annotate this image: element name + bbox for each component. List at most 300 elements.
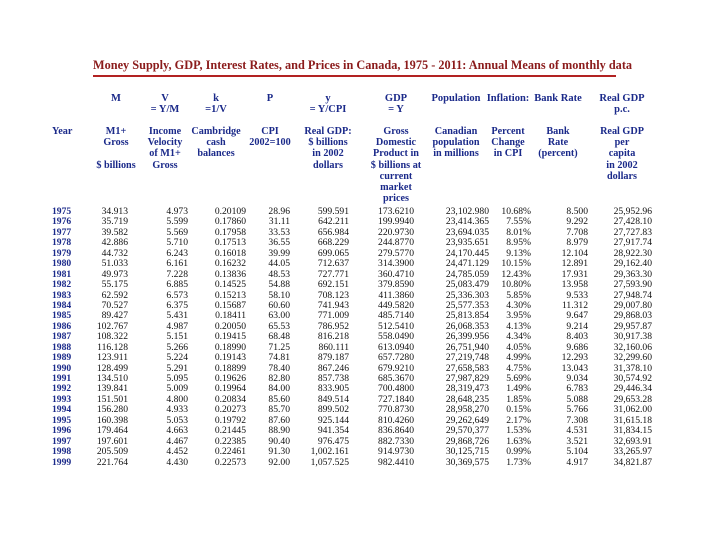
year-cell: 1994	[52, 404, 72, 416]
value-cell: 0.16018	[214, 247, 246, 259]
value-cell: 0.17860	[214, 216, 246, 228]
value-cell: 36.55	[268, 237, 290, 249]
value-cell: 31,615.18	[613, 414, 652, 426]
table-row	[0, 353, 720, 363]
value-cell: 70.527	[101, 299, 128, 311]
value-cell: 134.510	[96, 373, 128, 384]
value-cell: 411.3860	[378, 289, 414, 301]
value-cell: 4.987	[166, 320, 188, 332]
value-cell: 84.00	[268, 383, 290, 395]
value-cell: 7.308	[566, 414, 588, 426]
value-cell: 29,446.34	[613, 383, 652, 395]
value-cell: 0.17958	[214, 226, 246, 238]
value-cell: 27,658,583	[445, 362, 489, 374]
value-cell: 712.637	[317, 258, 349, 270]
value-cell: 9.647	[566, 310, 588, 322]
value-cell: 11.312	[561, 299, 588, 311]
value-cell: 23,102.980	[445, 206, 489, 217]
value-cell: 0.18990	[214, 341, 246, 353]
value-cell: 68.48	[268, 331, 290, 343]
value-cell: 1,002.161	[310, 446, 349, 458]
value-cell: 6.375	[166, 299, 188, 311]
year-cell: 1975	[52, 206, 72, 217]
value-cell: 4.800	[166, 393, 188, 405]
value-cell: 4.663	[166, 425, 188, 437]
value-cell: 786.952	[317, 320, 349, 332]
header-description: Real GDP: $ billions in 2002 dollars	[304, 126, 352, 171]
value-cell: 5.599	[166, 216, 188, 228]
value-cell: 0.18899	[214, 362, 246, 374]
header-description: Canadian population in millions	[432, 126, 480, 160]
year-cell: 1991	[52, 373, 72, 384]
value-cell: 0.20273	[214, 404, 246, 416]
value-cell: 24,471.129	[445, 258, 489, 270]
value-cell: 58.10	[268, 289, 290, 301]
value-cell: 5.766	[566, 404, 588, 416]
value-cell: 23,414.365	[445, 216, 489, 228]
value-cell: 29,868.03	[613, 310, 652, 322]
value-cell: 0.19964	[214, 383, 246, 395]
value-cell: 26,068.353	[445, 320, 489, 332]
value-cell: 770.8730	[378, 404, 414, 416]
value-cell: 139.841	[96, 383, 128, 395]
value-cell: 699.065	[317, 247, 349, 259]
value-cell: 771.009	[317, 310, 349, 322]
value-cell: 849.514	[317, 393, 349, 405]
value-cell: 512.5410	[378, 320, 414, 332]
header-description: CPI 2002=100	[249, 126, 291, 149]
value-cell: 1,057.525	[310, 456, 349, 468]
year-cell: 1979	[52, 247, 72, 259]
value-cell: 9.292	[566, 216, 588, 228]
value-cell: 54.88	[268, 279, 290, 291]
value-cell: 7.708	[566, 226, 588, 238]
value-cell: 85.70	[268, 404, 290, 416]
year-cell: 1986	[52, 320, 72, 332]
value-cell: 12.43%	[501, 268, 531, 280]
value-cell: 8.01%	[506, 226, 531, 238]
value-cell: 449.5820	[378, 299, 414, 311]
value-cell: 29,162.40	[613, 258, 652, 270]
year-cell: 1992	[52, 383, 72, 395]
header-symbol: M	[111, 93, 121, 104]
value-cell: 32,693.91	[613, 435, 652, 447]
header-symbol: k =1/V	[205, 93, 227, 115]
value-cell: 8.95%	[506, 237, 531, 249]
value-cell: 82.80	[268, 373, 290, 384]
value-cell: 244.8770	[378, 237, 414, 249]
value-cell: 6.161	[166, 258, 188, 270]
year-cell: 1985	[52, 310, 72, 322]
value-cell: 1.85%	[506, 393, 531, 405]
value-cell: 657.7280	[378, 352, 414, 364]
value-cell: 29,262,649	[445, 414, 489, 426]
value-cell: 9.13%	[506, 247, 531, 259]
value-cell: 34,821.87	[613, 456, 652, 468]
header-symbol: GDP = Y	[384, 93, 408, 115]
value-cell: 0.15213	[214, 289, 246, 301]
value-cell: 10.15%	[501, 258, 531, 270]
value-cell: 279.5770	[378, 247, 414, 259]
value-cell: 1.49%	[506, 383, 531, 395]
value-cell: 976.475	[317, 435, 349, 447]
value-cell: 205.509	[96, 446, 128, 458]
value-cell: 28.96	[268, 206, 290, 217]
value-cell: 32,160.06	[613, 341, 652, 353]
value-cell: 179.464	[96, 425, 128, 437]
value-cell: 42.886	[101, 237, 128, 249]
value-cell: 4.05%	[506, 341, 531, 353]
value-cell: 741.943	[317, 299, 349, 311]
value-cell: 221.764	[96, 456, 128, 468]
value-cell: 685.3670	[378, 373, 414, 384]
value-cell: 27,219,748	[445, 352, 489, 364]
value-cell: 28,958,270	[445, 404, 489, 416]
header-description: Gross Domestic Product in $ billions at current market prices	[370, 126, 422, 205]
value-cell: 48.53	[268, 268, 290, 280]
value-cell: 0.20834	[214, 393, 246, 405]
value-cell: 679.9210	[378, 362, 414, 374]
value-cell: 7.55%	[506, 216, 531, 228]
year-cell: 1977	[52, 226, 72, 238]
value-cell: 9.533	[566, 289, 588, 301]
value-cell: 857.738	[317, 373, 349, 384]
value-cell: 642.211	[318, 216, 349, 228]
value-cell: 0.22461	[214, 446, 246, 458]
value-cell: 5.710	[166, 237, 188, 249]
value-cell: 1.53%	[506, 425, 531, 437]
value-cell: 0.17513	[214, 237, 246, 249]
value-cell: 1.63%	[506, 435, 531, 447]
value-cell: 360.4710	[378, 268, 414, 280]
header-description: Cambridge cash balances	[191, 126, 241, 160]
value-cell: 700.4800	[378, 383, 414, 395]
value-cell: 5.053	[166, 414, 188, 426]
value-cell: 29,570,377	[445, 425, 489, 437]
year-cell: 1997	[52, 435, 72, 447]
value-cell: 13.043	[561, 362, 588, 374]
value-cell: 941.354	[317, 425, 349, 437]
year-cell: 1993	[52, 393, 72, 405]
value-cell: 26,399.956	[445, 331, 489, 343]
value-cell: 4.30%	[506, 299, 531, 311]
value-cell: 39.582	[101, 226, 128, 238]
value-cell: 197.601	[96, 435, 128, 447]
value-cell: 31.11	[268, 216, 290, 228]
value-cell: 27,428.10	[613, 216, 652, 228]
value-cell: 3.521	[566, 435, 588, 447]
header-symbol: Population	[431, 93, 481, 104]
value-cell: 0.20109	[214, 206, 246, 217]
value-cell: 4.99%	[506, 352, 531, 364]
value-cell: 13.958	[561, 279, 588, 291]
value-cell: 44.05	[268, 258, 290, 270]
value-cell: 4.452	[166, 446, 188, 458]
header-symbol: Inflation:	[486, 93, 530, 104]
value-cell: 30,369,575	[445, 456, 489, 468]
value-cell: 87.60	[268, 414, 290, 426]
value-cell: 12.104	[561, 247, 588, 259]
value-cell: 29,653.28	[613, 393, 652, 405]
value-cell: 860.111	[318, 341, 349, 353]
year-cell: 1999	[52, 456, 72, 468]
value-cell: 9.686	[566, 341, 588, 353]
value-cell: 810.4260	[378, 414, 414, 426]
value-cell: 199.9940	[378, 216, 414, 228]
value-cell: 727.1840	[378, 393, 414, 405]
value-cell: 5.088	[566, 393, 588, 405]
value-cell: 5.569	[166, 226, 188, 238]
value-cell: 151.501	[96, 393, 128, 405]
value-cell: 613.0940	[378, 341, 414, 353]
value-cell: 51.033	[101, 258, 128, 270]
value-cell: 6.243	[166, 247, 188, 259]
value-cell: 8.500	[566, 206, 588, 217]
value-cell: 33.53	[268, 226, 290, 238]
value-cell: 60.60	[268, 299, 290, 311]
year-cell: 1981	[52, 268, 72, 280]
year-cell: 1983	[52, 289, 72, 301]
value-cell: 91.30	[268, 446, 290, 458]
value-cell: 4.933	[166, 404, 188, 416]
value-cell: 128.499	[96, 362, 128, 374]
table-title: Money Supply, GDP, Interest Rates, and Prices in Canada, 1975 - 2011: Annual Means of monthly data	[93, 58, 633, 72]
value-cell: 6.783	[566, 383, 588, 395]
value-cell: 5.431	[166, 310, 188, 322]
value-cell: 116.128	[97, 341, 128, 353]
value-cell: 558.0490	[378, 331, 414, 343]
header-symbol: y = Y/CPI	[309, 93, 347, 115]
value-cell: 4.973	[166, 206, 188, 217]
value-cell: 8.979	[566, 237, 588, 249]
value-cell: 0.21445	[214, 425, 246, 437]
value-cell: 6.573	[166, 289, 188, 301]
header-symbol: Real GDP p.c.	[599, 93, 645, 115]
value-cell: 39.99	[268, 247, 290, 259]
value-cell: 833.905	[317, 383, 349, 395]
value-cell: 29,363.30	[613, 268, 652, 280]
value-cell: 836.8640	[378, 425, 414, 437]
value-cell: 9.214	[566, 320, 588, 332]
value-cell: 35.719	[101, 216, 128, 228]
value-cell: 4.75%	[506, 362, 531, 374]
value-cell: 44.732	[101, 247, 128, 259]
value-cell: 879.187	[317, 352, 349, 364]
value-cell: 3.95%	[506, 310, 531, 322]
value-cell: 27,917.74	[613, 237, 652, 249]
value-cell: 982.4410	[378, 456, 414, 468]
value-cell: 10.68%	[501, 206, 531, 217]
value-cell: 26,751,940	[445, 341, 489, 353]
value-cell: 24,170.445	[445, 247, 489, 259]
value-cell: 27,593.90	[613, 279, 652, 291]
title-underline	[93, 75, 616, 77]
year-cell: 1987	[52, 331, 72, 343]
value-cell: 0.19415	[214, 331, 246, 343]
value-cell: 379.8590	[378, 279, 414, 291]
value-cell: 0.16232	[214, 258, 246, 270]
header-symbol: P	[266, 93, 274, 104]
value-cell: 92.00	[268, 456, 290, 468]
value-cell: 4.531	[566, 425, 588, 437]
value-cell: 25,813.854	[445, 310, 489, 322]
value-cell: 5.266	[166, 341, 188, 353]
value-cell: 12.293	[561, 352, 588, 364]
value-cell: 27,948.74	[613, 289, 652, 301]
header-description: Percent Change in CPI	[491, 126, 525, 160]
year-cell: 1978	[52, 237, 72, 249]
value-cell: 24,785.059	[445, 268, 489, 280]
value-cell: 708.123	[317, 289, 349, 301]
year-cell: 1989	[52, 352, 72, 364]
year-cell: 1982	[52, 279, 72, 291]
value-cell: 33,265.97	[613, 446, 652, 458]
value-cell: 668.229	[317, 237, 349, 249]
header-description: Real GDP per capita in 2002 dollars	[600, 126, 644, 182]
value-cell: 0.19792	[214, 414, 246, 426]
value-cell: 27,727.83	[613, 226, 652, 238]
value-cell: 4.13%	[506, 320, 531, 332]
table-row	[0, 447, 720, 457]
value-cell: 30,125,715	[445, 446, 489, 458]
year-cell: 1998	[52, 446, 72, 458]
value-cell: 29,957.87	[613, 320, 652, 332]
year-cell: 1990	[52, 362, 72, 374]
value-cell: 816.218	[317, 331, 349, 343]
value-cell: 10.80%	[501, 279, 531, 291]
value-cell: 692.151	[317, 279, 349, 291]
value-cell: 4.917	[566, 456, 588, 468]
value-cell: 0.22385	[214, 435, 246, 447]
value-cell: 656.984	[317, 226, 349, 238]
value-cell: 925.144	[317, 414, 349, 426]
value-cell: 4.467	[166, 435, 188, 447]
value-cell: 882.7330	[378, 435, 414, 447]
value-cell: 914.9730	[378, 446, 414, 458]
value-cell: 867.246	[317, 362, 349, 374]
value-cell: 0.22573	[214, 456, 246, 468]
value-cell: 0.99%	[506, 446, 531, 458]
data-table-body	[0, 207, 720, 468]
value-cell: 108.322	[96, 331, 128, 343]
value-cell: 2.17%	[506, 414, 531, 426]
year-cell: 1984	[52, 299, 72, 311]
value-cell: 78.40	[268, 362, 290, 374]
value-cell: 7.228	[166, 268, 188, 280]
value-cell: 0.15687	[214, 299, 246, 311]
table-row	[0, 458, 720, 468]
value-cell: 31,378.10	[613, 362, 652, 374]
value-cell: 71.25	[268, 341, 290, 353]
year-cell: 1995	[52, 414, 72, 426]
value-cell: 90.40	[268, 435, 290, 447]
table-row	[0, 280, 720, 290]
value-cell: 5.095	[166, 373, 188, 384]
value-cell: 25,952.96	[613, 206, 652, 217]
year-cell: 1976	[52, 216, 72, 228]
value-cell: 0.19143	[214, 352, 246, 364]
value-cell: 27,987,829	[445, 373, 489, 384]
value-cell: 85.60	[268, 393, 290, 405]
value-cell: 727.771	[317, 268, 349, 280]
value-cell: 314.3900	[378, 258, 414, 270]
value-cell: 31,834.15	[613, 425, 652, 437]
value-cell: 28,648,235	[445, 393, 489, 405]
header-description: M1+ Gross $ billions	[96, 126, 136, 171]
value-cell: 6.885	[166, 279, 188, 291]
value-cell: 0.19626	[214, 373, 246, 384]
header-description: Bank Rate (percent)	[538, 126, 578, 160]
value-cell: 0.14525	[214, 279, 246, 291]
value-cell: 0.13836	[214, 268, 246, 280]
value-cell: 5.291	[166, 362, 188, 374]
value-cell: 28,922.30	[613, 247, 652, 259]
value-cell: 5.69%	[506, 373, 531, 384]
year-cell: 1988	[52, 341, 72, 353]
value-cell: 8.403	[566, 331, 588, 343]
value-cell: 34.913	[101, 206, 128, 217]
value-cell: 23,935.651	[445, 237, 489, 249]
value-cell: 5.151	[166, 331, 188, 343]
value-cell: 160.398	[96, 414, 128, 426]
value-cell: 4.34%	[506, 331, 531, 343]
value-cell: 0.18411	[215, 310, 246, 322]
value-cell: 55.175	[101, 279, 128, 291]
year-cell: 1996	[52, 425, 72, 437]
value-cell: 485.7140	[378, 310, 414, 322]
value-cell: 156.280	[96, 404, 128, 416]
value-cell: 89.427	[101, 310, 128, 322]
year-column-header: Year	[52, 126, 73, 137]
value-cell: 899.502	[317, 404, 349, 416]
value-cell: 173.6210	[378, 206, 414, 217]
value-cell: 4.430	[166, 456, 188, 468]
year-cell: 1980	[52, 258, 72, 270]
value-cell: 17.931	[561, 268, 588, 280]
value-cell: 32,299.60	[613, 352, 652, 364]
value-cell: 12.891	[561, 258, 588, 270]
value-cell: 5.104	[566, 446, 588, 458]
value-cell: 25,577.353	[445, 299, 489, 311]
value-cell: 25,083.479	[445, 279, 489, 291]
value-cell: 123.911	[97, 352, 128, 364]
value-cell: 62.592	[101, 289, 128, 301]
value-cell: 31,062.00	[613, 404, 652, 416]
value-cell: 5.85%	[506, 289, 531, 301]
value-cell: 5.224	[166, 352, 188, 364]
value-cell: 28,319,473	[445, 383, 489, 395]
value-cell: 88.90	[268, 425, 290, 437]
value-cell: 1.73%	[506, 456, 531, 468]
value-cell: 29,007.80	[613, 299, 652, 311]
value-cell: 30,574.92	[613, 373, 652, 384]
value-cell: 599.591	[317, 206, 349, 217]
value-cell: 29,868,726	[445, 435, 489, 447]
header-description: Income Velocity of M1+ Gross	[147, 126, 183, 171]
value-cell: 49.973	[101, 268, 128, 280]
value-cell: 0.15%	[506, 404, 531, 416]
value-cell: 9.034	[566, 373, 588, 384]
value-cell: 25,336.303	[445, 289, 489, 301]
value-cell: 65.53	[268, 320, 290, 332]
value-cell: 0.20050	[214, 320, 246, 332]
value-cell: 5.009	[166, 383, 188, 395]
value-cell: 30,917.38	[613, 331, 652, 343]
header-symbol: V = Y/M	[150, 93, 180, 115]
value-cell: 23,694.035	[445, 226, 489, 238]
value-cell: 102.767	[96, 320, 128, 332]
value-cell: 74.81	[268, 352, 290, 364]
